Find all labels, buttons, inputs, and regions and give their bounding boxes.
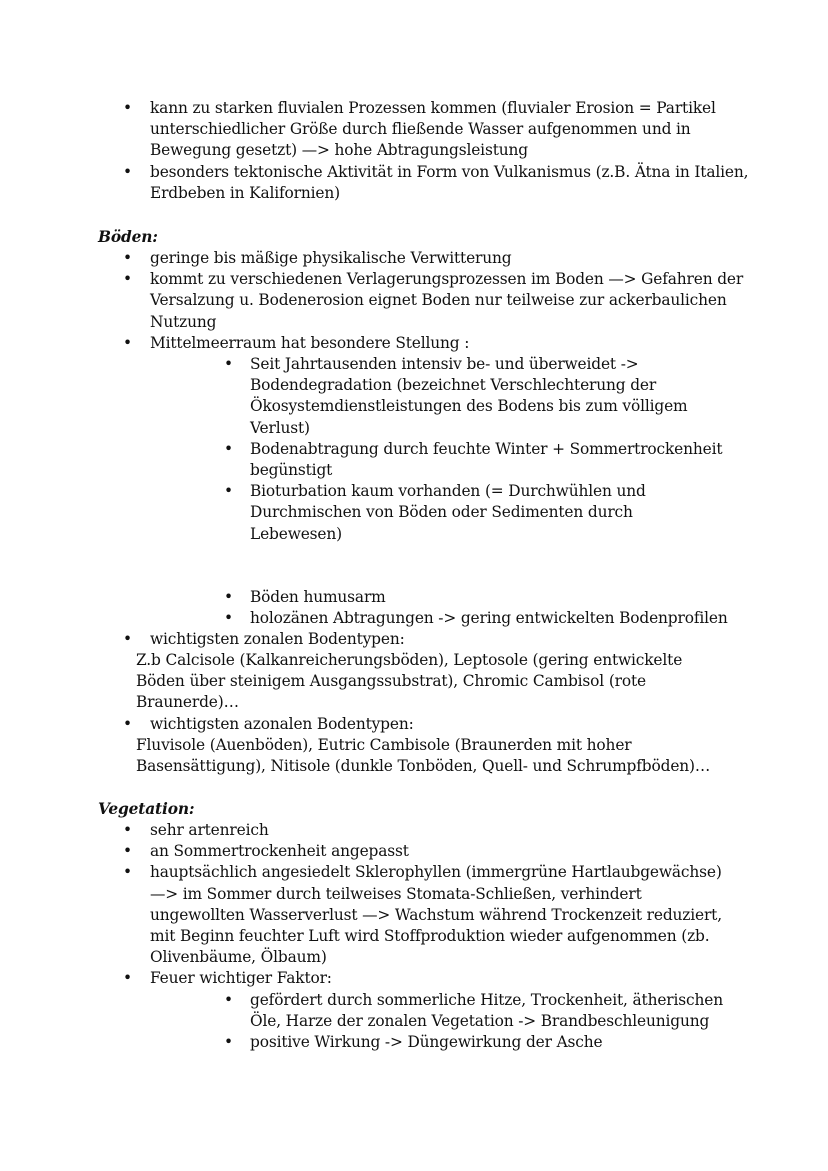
boeden-sub-list-2 [0, 587, 760, 629]
list-item: • sehr artenreich [0, 820, 740, 841]
top-bullet-list [0, 98, 760, 204]
list-item: • wichtigsten zonalen Bodentypen: [0, 629, 760, 650]
sub-list-item: • Böden humusarm [0, 587, 750, 608]
vegetation-sub-list [0, 990, 760, 1054]
vegetation-bullet-list [0, 820, 760, 990]
sub-list-item: • holozänen Abtragungen -> gering entwickelten Bodenprofilen [0, 608, 750, 629]
azonal-text: Fluvisole (Auenböden), Eutric Cambisole (Braunerden mit hoher Basensättigung), Nitisole (dunkle Tonböden, Quell- und Schrumpfböden)… [136, 736, 711, 776]
sub-list-item: • Bodenabtragung durch feuchte Winter + Sommertrockenheit begünstigt [0, 439, 740, 481]
boeden-sub-list [0, 354, 760, 545]
zonal-text: Z.b Calcisole (Kalkanreicherungsböden), Leptosole (gering entwickelte Böden über steinigem Ausgangssubstrat), Chromic Cambisol (rote Braunerde)… [136, 651, 683, 712]
list-item: • kommt zu verschiedenen Verlagerungsprozessen im Boden —> Gefahren der Versalzung u. Bodenerosion eignet Boden nur teilweise zur ackerbaulichen Nutzung [0, 269, 750, 333]
list-item: • besonders tektonische Aktivität in Form von Vulkanismus (z.B. Ätna in Italien, Erdbeben in Kalifornien) [0, 162, 750, 204]
list-item: • Feuer wichtiger Faktor: [0, 968, 740, 989]
list-item: • geringe bis mäßige physikalische Verwitterung [0, 248, 750, 269]
sub-list-item: • Seit Jahrtausenden intensiv be- und überweidet -> Bodendegradation (bezeichnet Verschlechterung der Ökosystemdienstleistungen des Bodens bis zum völligem Verlust) [0, 354, 740, 439]
sub-list-item: • positive Wirkung -> Düngewirkung der Asche [0, 1032, 730, 1053]
section-heading-boeden: Böden: [98, 228, 158, 246]
list-item: • an Sommertrockenheit angepasst [0, 841, 740, 862]
list-item: • Mittelmeerraum hat besondere Stellung : [0, 333, 750, 354]
boeden-bullet-list [0, 248, 760, 354]
list-item: • hauptsächlich angesiedelt Sklerophyllen (immergrüne Hartlaubgewächse) —> im Sommer durch teilweises Stomata-Schließen, verhindert ungewollten Wasserverlust —> Wachstum während Trockenzeit reduziert, mit Beginn feuchter Luft wird Stoffproduktion wieder aufgenommen (zb. Olivenbäume, Ölbaum) [0, 862, 740, 968]
zonal-list [0, 629, 760, 650]
list-item: • kann zu starken fluvialen Prozessen kommen (fluvialer Erosion = Partikel unterschiedlicher Größe durch fließende Wasser aufgenommen und in Bewegung gesetzt) —> hohe Abtragungsleistung [0, 98, 750, 162]
list-item: • wichtigsten azonalen Bodentypen: [0, 714, 760, 735]
section-heading-vegetation: Vegetation: [98, 800, 195, 818]
sub-list-item: • gefördert durch sommerliche Hitze, Trockenheit, ätherischen Öle, Harze der zonalen Vegetation -> Brandbeschleunigung [0, 990, 730, 1032]
azonal-list [0, 714, 760, 735]
sub-list-item: • Bioturbation kaum vorhanden (= Durchwühlen und Durchmischen von Böden oder Sedimenten durch Lebewesen) [0, 481, 660, 545]
